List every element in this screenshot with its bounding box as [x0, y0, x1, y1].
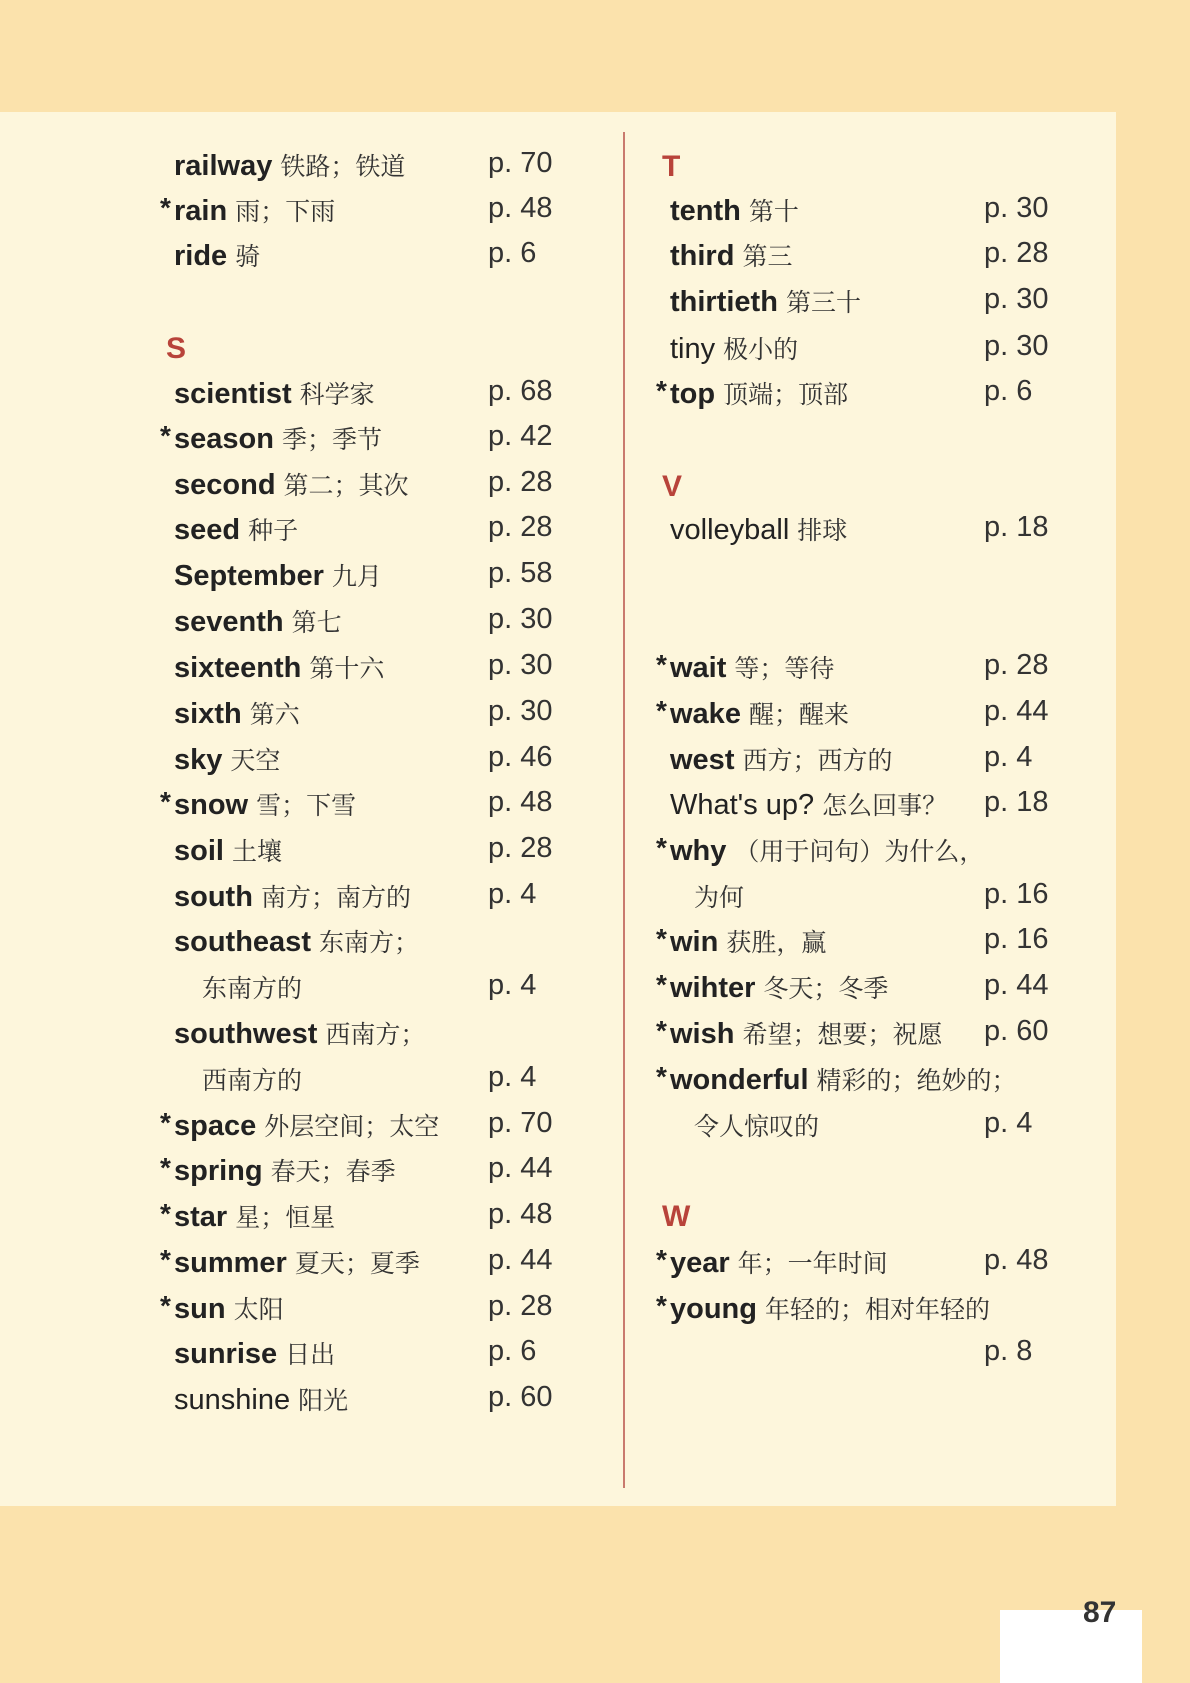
entry-page-ref: p. 4 [488, 878, 537, 910]
entry-word-group [174, 466, 409, 502]
entry-word-group [174, 1015, 425, 1051]
glossary-entry [158, 741, 618, 785]
section-letter [654, 470, 1114, 514]
entry-page-ref: p. 44 [488, 1152, 553, 1184]
entry-word-group [174, 786, 356, 822]
entry-page-ref: p. 30 [984, 192, 1049, 224]
entry-word: why [670, 835, 727, 867]
entry-word-group [174, 741, 280, 777]
entry-meaning: 西方；西方的 [742, 746, 893, 775]
glossary-entry [158, 695, 618, 739]
entry-word: sixteenth [174, 652, 302, 684]
entry-continuation [654, 1107, 1114, 1151]
entry-word: second [174, 469, 276, 501]
entry-page-ref: p. 28 [488, 511, 553, 543]
glossary-entry [158, 511, 618, 555]
entry-word: southeast [174, 926, 311, 958]
entry-word: thirtieth [670, 286, 778, 318]
entry-page-ref: p. 46 [488, 741, 553, 773]
entry-word-group [174, 1152, 396, 1188]
section-letter [654, 1200, 1114, 1244]
glossary-entry [654, 1061, 1114, 1105]
entry-page-ref: p. 30 [488, 695, 553, 727]
entry-meaning: 春天；春季 [270, 1157, 396, 1186]
entry-word: snow [174, 789, 249, 821]
entry-word-group [174, 603, 342, 639]
section-letter-text: S [166, 332, 187, 365]
entry-word: soil [174, 835, 224, 867]
entry-meaning: 第二；其次 [283, 471, 409, 500]
core-word-marker: * [160, 1152, 171, 1183]
entry-word: wait [670, 652, 727, 684]
entry-page-ref: p. 30 [984, 330, 1049, 362]
entry-word: spring [174, 1155, 263, 1187]
entry-meaning: 季；季节 [281, 425, 382, 454]
glossary-entry [158, 1198, 618, 1242]
entry-word: year [670, 1247, 730, 1279]
entry-word-group [670, 832, 984, 868]
entry-word-group [670, 1244, 888, 1280]
entry-meaning: 为何 [694, 883, 745, 912]
entry-word-group [174, 237, 260, 273]
section-letter [654, 150, 1114, 194]
glossary-entry [158, 923, 618, 967]
entry-word-group [174, 375, 375, 411]
entry-word-group [670, 330, 798, 366]
entry-page-ref: p. 58 [488, 557, 553, 589]
entry-continuation [654, 1335, 1114, 1379]
entry-meaning: 阳光 [298, 1386, 349, 1415]
glossary-entry [654, 1015, 1114, 1059]
entry-meaning: 雪；下雪 [256, 791, 357, 820]
entry-word-group [174, 649, 384, 685]
entry-meaning: 年；一年时间 [737, 1249, 888, 1278]
entry-meaning: 南方；南方的 [260, 883, 411, 912]
glossary-entry [158, 603, 618, 647]
entry-word-group [174, 1244, 420, 1280]
entry-word-group [670, 375, 848, 411]
entry-page-ref: p. 28 [488, 466, 553, 498]
entry-word-group [174, 511, 298, 547]
entry-meaning: （用于问句）为什么， [734, 837, 985, 866]
entry-page-ref: p. 30 [984, 283, 1049, 315]
entry-word: ride [174, 240, 228, 272]
glossary-entry [158, 1015, 618, 1059]
entry-meaning: 夏天；夏季 [294, 1249, 420, 1278]
section-letter-text: V [662, 470, 683, 503]
core-word-marker: * [656, 695, 667, 726]
entry-meaning: 令人惊叹的 [694, 1112, 820, 1141]
entry-word-group [670, 1015, 942, 1051]
entry-word-group [670, 1290, 990, 1326]
entry-meaning: 希望；想要；祝愿 [742, 1020, 943, 1049]
entry-word: September [174, 560, 324, 592]
entry-word: wonderful [670, 1064, 809, 1096]
entry-meaning: 等；等待 [734, 654, 835, 683]
core-word-marker: * [160, 192, 171, 223]
entry-page-ref: p. 48 [488, 192, 553, 224]
entry-word-group [174, 832, 282, 868]
entry-meaning: 铁路；铁道 [280, 152, 406, 181]
entry-meaning: 星；恒星 [235, 1203, 336, 1232]
entry-page-ref: p. 4 [488, 969, 537, 1001]
entry-page-ref: p. 48 [488, 786, 553, 818]
glossary-entry [654, 695, 1114, 739]
glossary-entry [158, 832, 618, 876]
section-letter-text: W [662, 1200, 691, 1233]
entry-word: sky [174, 744, 223, 776]
glossary-entry [654, 192, 1114, 236]
glossary-entry [158, 786, 618, 830]
entry-word: sunrise [174, 1338, 278, 1370]
entry-page-ref: p. 28 [984, 649, 1049, 681]
glossary-entry [158, 878, 618, 922]
entry-word: win [670, 926, 719, 958]
entry-word: seventh [174, 606, 284, 638]
entry-word: wish [670, 1018, 735, 1050]
entry-word-group [670, 237, 792, 273]
entry-word: south [174, 881, 253, 913]
entry-word: railway [174, 150, 273, 182]
entry-word: seed [174, 514, 241, 546]
entry-meaning: 第六 [249, 700, 300, 729]
core-word-marker: * [160, 420, 171, 451]
glossary-entry [654, 237, 1114, 281]
entry-page-ref: p. 16 [984, 923, 1049, 955]
glossary-entry [654, 330, 1114, 374]
core-word-marker: * [656, 1061, 667, 1092]
core-word-marker: * [656, 1244, 667, 1275]
entry-meaning: 科学家 [299, 380, 375, 409]
entry-page-ref: p. 6 [488, 1335, 537, 1367]
glossary-entry [158, 1244, 618, 1288]
entry-page-ref: p. 28 [488, 1290, 553, 1322]
entry-word-group [174, 557, 382, 593]
entry-word: wake [670, 698, 741, 730]
entry-page-ref: p. 4 [488, 1061, 537, 1093]
entry-meaning: 日出 [285, 1340, 336, 1369]
glossary-entry [654, 969, 1114, 1013]
entry-meaning: 九月 [331, 562, 382, 591]
entry-word-group [670, 192, 799, 228]
entry-page-ref: p. 48 [984, 1244, 1049, 1276]
entry-meaning: 精彩的；绝妙的； [816, 1066, 1017, 1095]
entry-page-ref: p. 6 [488, 237, 537, 269]
entry-word-group [174, 695, 300, 731]
entry-word-group [174, 147, 405, 183]
entry-continuation [158, 1061, 618, 1105]
entry-word-group [670, 283, 861, 319]
entry-word: What's up? [670, 789, 815, 821]
core-word-marker: * [160, 1290, 171, 1321]
entry-word: sunshine [174, 1384, 291, 1416]
core-word-marker: * [160, 786, 171, 817]
entry-meaning: 东南方； [318, 928, 419, 957]
entry-page-ref: p. 18 [984, 786, 1049, 818]
entry-word: space [174, 1110, 257, 1142]
core-word-marker: * [160, 1244, 171, 1275]
entry-page-ref: p. 60 [488, 1381, 553, 1413]
entry-meaning: 顶端；顶部 [723, 380, 849, 409]
entry-meaning: 天空 [230, 746, 281, 775]
entry-page-ref: p. 44 [488, 1244, 553, 1276]
entry-word: west [670, 744, 735, 776]
column-divider [623, 132, 625, 1488]
entry-meaning: 冬天；冬季 [763, 974, 889, 1003]
entry-page-ref: p. 44 [984, 695, 1049, 727]
entry-word-group [670, 511, 847, 547]
core-word-marker: * [656, 1015, 667, 1046]
glossary-entry [158, 192, 618, 236]
entry-page-ref: p. 48 [488, 1198, 553, 1230]
entry-page-ref: p. 28 [488, 832, 553, 864]
entry-word: southwest [174, 1018, 318, 1050]
entry-page-ref: p. 16 [984, 878, 1049, 910]
page-number: 87 [1083, 1596, 1117, 1629]
entry-page-ref: p. 6 [984, 375, 1033, 407]
section-letter [158, 332, 618, 376]
glossary-entry [654, 1290, 1114, 1334]
glossary-entry [654, 786, 1114, 830]
entry-meaning: 第三十 [785, 288, 861, 317]
entry-word-group [670, 1061, 1017, 1097]
entry-meaning: 太阳 [233, 1295, 284, 1324]
glossary-entry [654, 375, 1114, 419]
entry-page-ref: p. 4 [984, 741, 1033, 773]
entry-page-ref: p. 8 [984, 1335, 1033, 1367]
entry-meaning: 西南方； [325, 1020, 426, 1049]
entry-word-group [174, 1381, 348, 1417]
entry-word: tenth [670, 195, 741, 227]
entry-continuation [158, 969, 618, 1013]
entry-meaning: 怎么回事？ [822, 791, 948, 820]
entry-word-group [670, 649, 834, 685]
core-word-marker: * [656, 649, 667, 680]
glossary-entry [654, 832, 1114, 876]
core-word-marker: * [656, 375, 667, 406]
core-word-marker: * [656, 832, 667, 863]
entry-word-group [670, 969, 888, 1005]
entry-word: volleyball [670, 514, 790, 546]
glossary-entry [654, 923, 1114, 967]
entry-word: wihter [670, 972, 756, 1004]
glossary-entry [158, 375, 618, 419]
entry-meaning: 获胜，赢 [726, 928, 827, 957]
entry-word-group [174, 420, 382, 456]
entry-meaning: 第三 [742, 242, 793, 271]
entry-page-ref: p. 42 [488, 420, 553, 452]
entry-meaning: 雨；下雨 [235, 197, 336, 226]
entry-word-group [174, 1335, 335, 1371]
glossary-entry [158, 649, 618, 693]
glossary-entry [158, 1335, 618, 1379]
entry-word-group [174, 1290, 284, 1326]
glossary-entry [158, 466, 618, 510]
entry-word: summer [174, 1247, 287, 1279]
entry-meaning: 土壤 [231, 837, 282, 866]
entry-word-group [174, 1198, 335, 1234]
glossary-entry [158, 1107, 618, 1151]
entry-word: tiny [670, 333, 716, 365]
entry-page-ref: p. 4 [984, 1107, 1033, 1139]
glossary-entry [654, 649, 1114, 693]
core-word-marker: * [656, 923, 667, 954]
entry-page-ref: p. 70 [488, 147, 553, 179]
entry-word-group [670, 695, 849, 731]
entry-meaning: 东南方的 [202, 974, 303, 1003]
entry-page-ref: p. 70 [488, 1107, 553, 1139]
entry-word-group [670, 786, 947, 822]
entry-page-ref: p. 18 [984, 511, 1049, 543]
entry-meaning: 第七 [291, 608, 342, 637]
entry-meaning: 种子 [248, 516, 299, 545]
glossary-entry [158, 147, 618, 191]
entry-word-group [670, 741, 893, 777]
entry-word: rain [174, 195, 228, 227]
glossary-entry [654, 741, 1114, 785]
entry-page-ref: p. 30 [488, 603, 553, 635]
glossary-entry [654, 1244, 1114, 1288]
entry-meaning: 年轻的；相对年轻的 [765, 1295, 991, 1324]
core-word-marker: * [656, 1290, 667, 1321]
entry-word-group [174, 878, 411, 914]
entry-word: star [174, 1201, 228, 1233]
entry-page-ref: p. 28 [984, 237, 1049, 269]
entry-meaning: 西南方的 [202, 1066, 303, 1095]
entry-word: sun [174, 1293, 226, 1325]
blank-patch [1000, 1610, 1142, 1683]
entry-meaning: 排球 [797, 516, 848, 545]
entry-meaning: 外层空间；太空 [264, 1112, 440, 1141]
entry-meaning: 极小的 [723, 335, 799, 364]
entry-page-ref: p. 30 [488, 649, 553, 681]
entry-page-ref: p. 68 [488, 375, 553, 407]
entry-meaning: 骑 [235, 242, 261, 271]
glossary-entry [158, 420, 618, 464]
entry-page-ref: p. 60 [984, 1015, 1049, 1047]
entry-word-group [174, 192, 335, 228]
core-word-marker: * [160, 1107, 171, 1138]
section-letter-text: T [662, 150, 681, 183]
entry-continuation [654, 878, 1114, 922]
entry-meaning: 第十 [748, 197, 799, 226]
glossary-entry [654, 511, 1114, 555]
entry-meaning: 第十六 [309, 654, 385, 683]
entry-word: third [670, 240, 735, 272]
entry-word: top [670, 378, 716, 410]
core-word-marker: * [656, 969, 667, 1000]
entry-word: sixth [174, 698, 242, 730]
entry-word: season [174, 423, 274, 455]
entry-word-group [174, 1107, 439, 1143]
entry-meaning: 醒；醒来 [748, 700, 849, 729]
glossary-entry [158, 1152, 618, 1196]
entry-word: scientist [174, 378, 292, 410]
glossary-entry [158, 237, 618, 281]
glossary-entry [158, 1290, 618, 1334]
glossary-entry [654, 283, 1114, 327]
glossary-entry [158, 557, 618, 601]
entry-word: young [670, 1293, 757, 1325]
entry-page-ref: p. 44 [984, 969, 1049, 1001]
entry-word-group [670, 923, 826, 959]
core-word-marker: * [160, 1198, 171, 1229]
entry-word-group [174, 923, 419, 959]
glossary-entry [158, 1381, 618, 1425]
